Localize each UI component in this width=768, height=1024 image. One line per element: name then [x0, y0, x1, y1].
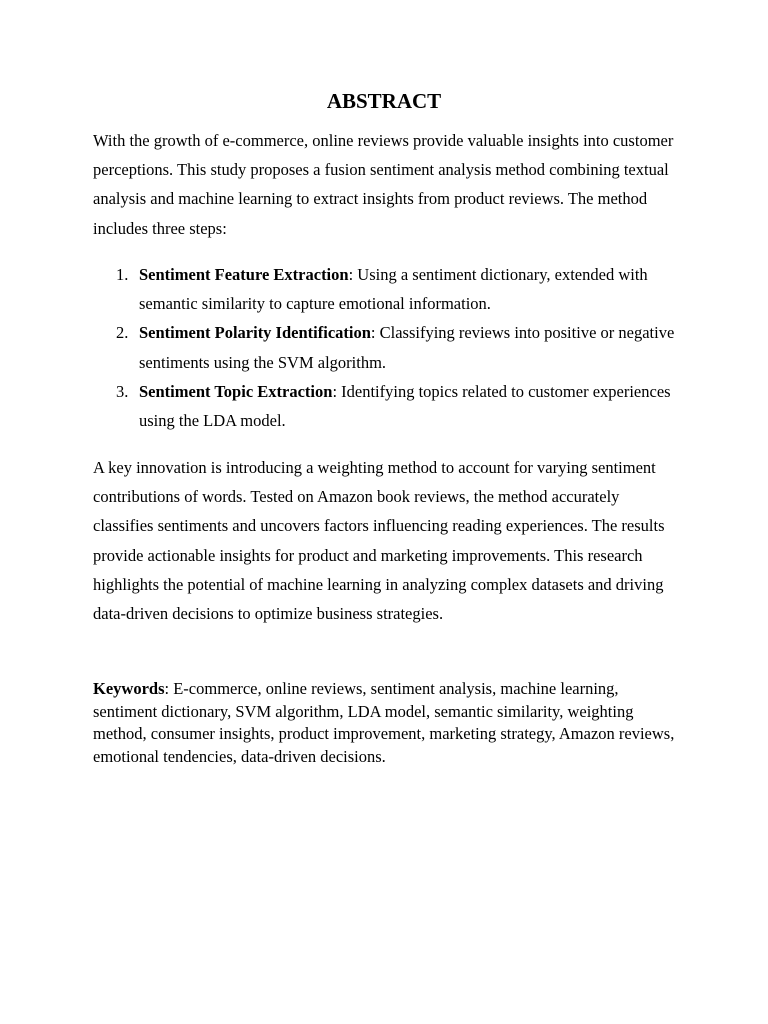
step-text: : Using a sentiment dictionary, extended with semantic similarity to capture emotional information. — [139, 265, 648, 314]
step-text: : Classifying reviews into positive or negative sentiments using the SVM algorithm. — [139, 323, 675, 372]
keywords-paragraph — [93, 678, 683, 768]
step-number: 3. — [116, 381, 129, 401]
conclusion-paragraph: A key innovation is introducing a weighting method to account for varying sentiment contributions of words. Tested on Amazon book reviews, the method accurately classifies sentiments and uncovers factors influencing reading experiences. The results provide actionable insights for product and marketing improvements. This research highlights the potential of machine learning in analyzing complex datasets and driving data-driven decisions to optimize business strategies. — [93, 458, 665, 624]
abstract-title: ABSTRACT — [326, 89, 442, 113]
step-term: Sentiment Feature Extraction — [139, 265, 349, 284]
intro-paragraph: With the growth of e-commerce, online reviews provide valuable insights into customer perceptions. This study proposes a fusion sentiment analysis method combining textual analysis and machine learning to extract insights from product reviews. The method includes three steps: — [93, 131, 674, 238]
list-item — [93, 260, 683, 318]
list-item — [93, 377, 683, 435]
step-term: Sentiment Polarity Identification — [139, 323, 371, 343]
step-number: 1. — [116, 265, 129, 284]
step-number: 2. — [116, 323, 129, 343]
keywords-label: Keywords — [93, 679, 165, 698]
list-item — [93, 318, 683, 376]
keywords-text: : E-commerce, online reviews, sentiment analysis, machine learning, sentiment dictionary, SVM algorithm, LDA model, semantic similarity, weighting method, consumer insights, product improvement, marketing strategy, Amazon reviews, emotional tendencies, data-driven decisions. — [93, 679, 675, 766]
method-steps-list — [93, 260, 683, 435]
step-text: : Identifying topics related to customer experiences using the LDA model. — [139, 381, 671, 431]
step-term: Sentiment Topic Extraction — [139, 381, 333, 401]
